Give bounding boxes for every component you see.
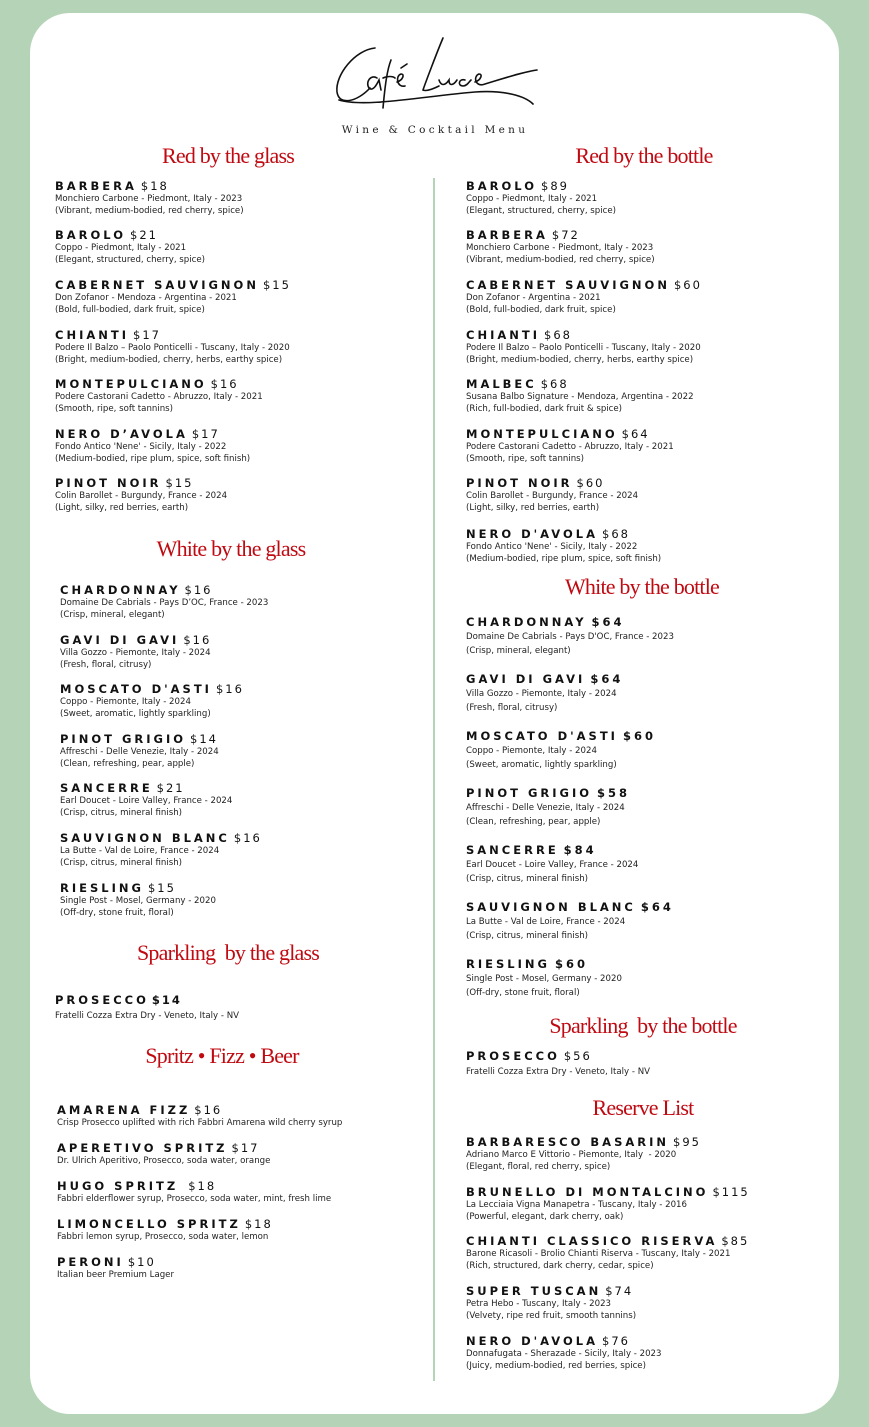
item-price: $14 <box>151 993 182 1007</box>
menu-item <box>466 226 655 266</box>
item-notes: (Vibrant, medium-bodied, red cherry, spice) <box>55 205 244 216</box>
item-notes: (Rich, structured, dark cherry, cedar, spice) <box>466 1260 654 1271</box>
item-price: $17 <box>191 427 220 441</box>
item-name: CHIANTI <box>55 328 129 342</box>
menu-item <box>466 784 630 828</box>
item-notes: (Elegant, floral, red cherry, spice) <box>466 1161 611 1172</box>
heading-red-by-the-bottle: Red by the bottle <box>575 143 713 168</box>
item-price: $16 <box>184 583 213 597</box>
item-price: $16 <box>233 831 262 845</box>
item-notes: (Elegant, structured, cherry, spice) <box>55 254 205 265</box>
item-producer: Fratelli Cozza Extra Dry - Veneto, Italy - NV <box>466 1067 651 1077</box>
item-name: MONTEPULCIANO <box>466 427 618 441</box>
menu-item <box>466 525 661 565</box>
menu-item <box>466 955 622 999</box>
item-notes: (Bright, medium-bodied, cherry, herbs, earthy spice) <box>466 354 694 365</box>
item-description: Italian beer Premium Lager <box>57 1270 174 1280</box>
item-price: $76 <box>602 1334 630 1348</box>
item-price: $85 <box>721 1234 750 1248</box>
item-notes: (Rich, full-bodied, dark fruit & spice) <box>466 403 623 414</box>
item-producer: Domaine De Cabrials - Pays D'OC, France - 2023 <box>466 632 674 642</box>
item-producer: Fratelli Cozza Extra Dry - Veneto, Italy - NV <box>55 1011 240 1021</box>
item-notes: (Smooth, ripe, soft tannins) <box>55 403 174 414</box>
menu-item <box>466 841 638 885</box>
item-description: Dr. Ulrich Aperitivo, Prosecco, soda water, orange <box>57 1156 271 1166</box>
item-name: HUGO SPRITZ <box>57 1179 179 1193</box>
item-notes: (Bold, full-bodied, dark fruit, spice) <box>466 304 616 315</box>
item-producer: Podere Castorani Cadetto - Abruzzo, Italy - 2021 <box>55 392 263 402</box>
menu-item <box>55 177 244 217</box>
item-producer: Coppo - Piemonte, Italy - 2024 <box>466 746 597 756</box>
item-name: CHIANTI <box>466 328 540 342</box>
item-name: PINOT NOIR <box>466 476 573 490</box>
menu-item <box>466 1183 750 1223</box>
item-name: PINOT NOIR <box>55 476 162 490</box>
menu-item <box>57 1101 342 1130</box>
item-name: SAUVIGNON BLANC <box>60 831 230 845</box>
item-price: $68 <box>602 527 630 541</box>
item-notes: (Light, silky, red berries, earth) <box>55 502 189 513</box>
menu-subtitle: Wine & Cocktail Menu <box>341 124 529 136</box>
item-price: $15 <box>165 476 194 490</box>
item-name: APERETIVO SPRITZ <box>57 1141 228 1155</box>
menu-item <box>55 991 239 1023</box>
item-name: BRUNELLO DI MONTALCINO <box>466 1185 709 1199</box>
item-notes: (Crisp, mineral, elegant) <box>60 609 165 620</box>
menu-item <box>57 1139 270 1168</box>
item-producer: Fondo Antico 'Nene' - Sicily, Italy - 2022 <box>55 442 227 452</box>
menu-item <box>60 779 232 819</box>
item-producer: Affreschi - Delle Venezie, Italy - 2024 <box>466 803 625 813</box>
item-name: MONTEPULCIANO <box>55 377 207 391</box>
item-notes: (Sweet, aromatic, lightly sparkling) <box>60 708 211 719</box>
item-notes: (Crisp, citrus, mineral finish) <box>466 930 589 941</box>
item-price: $84 <box>563 843 597 857</box>
item-notes: (Clean, refreshing, pear, apple) <box>60 758 195 769</box>
menu-item <box>57 1215 273 1244</box>
heading-sparkling-by-the-bottle: Sparkling by the bottle <box>549 1013 737 1038</box>
item-name: PERONI <box>57 1255 124 1269</box>
item-price: $68 <box>540 377 569 391</box>
item-producer: Podere Il Balzo – Paolo Ponticelli - Tuscany, Italy - 2020 <box>466 343 701 353</box>
item-name: GAVI DI GAVI <box>60 633 180 647</box>
item-name: LIMONCELLO SPRITZ <box>57 1217 241 1231</box>
item-name: CHIANTI CLASSICO RISERVA <box>466 1234 718 1248</box>
item-name: NERO D’AVOLA <box>55 427 188 441</box>
item-producer: Fondo Antico 'Nene' - Sicily, Italy - 2022 <box>466 542 638 552</box>
menu-item <box>55 276 291 316</box>
item-price: $18 <box>140 179 169 193</box>
menu-item <box>55 474 227 514</box>
item-producer: La Lecciaia Vigna Manapetra - Tuscany, Italy - 2016 <box>466 1200 687 1210</box>
item-price: $95 <box>673 1135 701 1149</box>
item-notes: (Crisp, mineral, elegant) <box>466 645 571 656</box>
item-name: MALBEC <box>466 377 537 391</box>
item-producer: Monchiero Carbone - Piedmont, Italy - 2023 <box>466 243 654 253</box>
menu-item <box>60 829 262 869</box>
menu-item <box>55 226 205 266</box>
item-price: $16 <box>194 1103 223 1117</box>
heading-white-by-the-glass: White by the glass <box>156 536 306 561</box>
item-producer: Susana Balbo Signature - Mendoza, Argentina - 2022 <box>466 392 694 402</box>
item-producer: Donnafugata - Sherazade - Sicily, Italy - 2023 <box>466 1349 662 1359</box>
item-name: SANCERRE <box>466 843 559 857</box>
item-notes: (Off-dry, stone fruit, floral) <box>60 907 174 918</box>
item-description: Fabbri lemon syrup, Prosecco, soda water, lemon <box>57 1232 269 1242</box>
item-notes: (Fresh, floral, citrusy) <box>466 702 558 713</box>
heading-white-by-the-bottle: White by the bottle <box>564 574 720 599</box>
item-notes: (Smooth, ripe, soft tannins) <box>466 453 585 464</box>
item-name: GAVI DI GAVI <box>466 672 586 686</box>
item-notes: (Medium-bodied, ripe plum, spice, soft finish) <box>55 453 251 464</box>
menu-item <box>466 177 616 217</box>
item-price: $14 <box>190 732 218 746</box>
item-name: BARBERA <box>55 179 137 193</box>
item-price: $18 <box>188 1179 217 1193</box>
item-producer: Villa Gozzo - Piemonte, Italy - 2024 <box>466 689 617 699</box>
item-producer: Earl Doucet - Loire Valley, France - 2024 <box>60 796 233 806</box>
menu-item <box>466 613 674 657</box>
heading-spritz-fizz-beer: Spritz • Fizz • Beer <box>145 1043 299 1068</box>
menu-item <box>466 425 674 465</box>
menu-item <box>466 727 656 771</box>
item-producer: Single Post - Mosel, Germany - 2020 <box>466 974 622 984</box>
item-notes: (Velvety, ripe red fruit, smooth tannins) <box>466 1310 637 1321</box>
item-notes: (Clean, refreshing, pear, apple) <box>466 816 601 827</box>
item-name: BAROLO <box>466 179 537 193</box>
item-notes: (Bold, full-bodied, dark fruit, spice) <box>55 304 205 315</box>
item-producer: Don Zofanor - Argentina - 2021 <box>466 293 601 303</box>
item-notes: (Crisp, citrus, mineral finish) <box>60 857 183 868</box>
menu-item <box>466 375 694 415</box>
item-name: BARBARESCO BASARIN <box>466 1135 670 1149</box>
item-notes: (Sweet, aromatic, lightly sparkling) <box>466 759 617 770</box>
item-name: NERO D'AVOLA <box>466 1334 599 1348</box>
item-price: $64 <box>591 615 625 629</box>
item-producer: Podere Il Balzo – Paolo Ponticelli - Tuscany, Italy - 2020 <box>55 343 290 353</box>
item-description: Crisp Prosecco uplifted with rich Fabbri Amarena wild cherry syrup <box>57 1118 343 1128</box>
item-producer: La Butte - Val de Loire, France - 2024 <box>466 917 626 927</box>
item-name: PINOT GRIGIO <box>466 786 593 800</box>
item-price: $17 <box>231 1141 260 1155</box>
item-name: PROSECCO <box>55 993 149 1007</box>
menu-item <box>60 730 219 770</box>
menu-item <box>466 898 674 942</box>
item-producer: Monchiero Carbone - Piedmont, Italy - 2023 <box>55 194 243 204</box>
item-price: $89 <box>541 179 569 193</box>
item-price: $64 <box>590 672 624 686</box>
menu-item <box>466 276 702 316</box>
item-name: CABERNET SAUVIGNON <box>55 278 259 292</box>
item-name: BAROLO <box>55 228 126 242</box>
heading-red-by-the-glass: Red by the glass <box>161 143 294 168</box>
item-price: $10 <box>127 1255 156 1269</box>
item-name: NERO D'AVOLA <box>466 527 599 541</box>
menu-item <box>466 326 701 366</box>
item-producer: Barone Ricasoli - Brolio Chianti Riserva - Tuscany, Italy - 2021 <box>466 1249 731 1259</box>
item-price: $21 <box>130 228 158 242</box>
menu-item <box>60 631 211 671</box>
item-notes: (Crisp, citrus, mineral finish) <box>466 873 589 884</box>
item-name: PROSECCO <box>466 1049 560 1063</box>
heading-reserve-list: Reserve List <box>592 1095 694 1120</box>
menu-item <box>60 879 216 919</box>
item-price: $60 <box>576 476 605 490</box>
menu-item <box>60 680 244 720</box>
item-name: MOSCATO D'ASTI <box>466 729 618 743</box>
item-producer: Domaine De Cabrials - Pays D’OC, France - 2023 <box>60 598 269 608</box>
item-producer: Podere Castorani Cadetto - Abruzzo, Italy - 2021 <box>466 442 674 452</box>
item-price: $68 <box>544 328 572 342</box>
menu-item <box>466 1232 749 1272</box>
item-producer: Single Post - Mosel, Germany - 2020 <box>60 896 216 906</box>
item-name: PINOT GRIGIO <box>60 732 187 746</box>
item-price: $17 <box>133 328 161 342</box>
item-notes: (Medium-bodied, ripe plum, spice, soft finish) <box>466 553 662 564</box>
item-producer: Colin Barollet - Burgundy, France - 2024 <box>466 491 639 501</box>
item-name: SUPER TUSCAN <box>466 1284 602 1298</box>
item-notes: (Vibrant, medium-bodied, red cherry, spice) <box>466 254 655 265</box>
item-notes: (Crisp, citrus, mineral finish) <box>60 807 183 818</box>
item-name: AMARENA FIZZ <box>57 1103 191 1117</box>
menu-item <box>466 1133 701 1173</box>
menu-item <box>466 1282 636 1322</box>
menu-item <box>466 1332 661 1372</box>
menu-item <box>60 581 268 621</box>
menu-item <box>57 1177 331 1206</box>
item-producer: Colin Barollet - Burgundy, France - 2024 <box>55 491 228 501</box>
item-producer: Petra Hebo - Tuscany, Italy - 2023 <box>466 1299 612 1309</box>
item-notes: (Powerful, elegant, dark cherry, oak) <box>466 1211 624 1222</box>
item-notes: (Off-dry, stone fruit, floral) <box>466 987 580 998</box>
item-notes: (Juicy, medium-bodied, red berries, spice) <box>466 1360 646 1371</box>
item-notes: (Bright, medium-bodied, cherry, herbs, earthy spice) <box>55 354 283 365</box>
item-price: $18 <box>244 1217 273 1231</box>
item-producer: Adriano Marco E Vittorio - Piemonte, Italy - 2020 <box>466 1150 677 1160</box>
item-price: $16 <box>183 633 212 647</box>
item-price: $64 <box>640 900 674 914</box>
item-notes: (Fresh, floral, citrusy) <box>60 659 152 670</box>
item-description: Fabbri elderflower syrup, Prosecco, soda water, mint, fresh lime <box>57 1194 332 1204</box>
item-producer: Don Zofanor - Mendoza - Argentina - 2021 <box>55 293 237 303</box>
item-name: RIESLING <box>60 881 144 895</box>
item-producer: Villa Gozzo - Piemonte, Italy - 2024 <box>60 648 211 658</box>
item-price: $72 <box>551 228 580 242</box>
column-divider <box>433 178 435 1381</box>
item-price: $56 <box>563 1049 592 1063</box>
item-name: MOSCATO D'ASTI <box>60 682 212 696</box>
item-name: CHARDONNAY <box>466 615 587 629</box>
item-price: $60 <box>673 278 702 292</box>
item-price: $21 <box>156 781 185 795</box>
item-name: CABERNET SAUVIGNON <box>466 278 670 292</box>
menu-item <box>466 474 638 514</box>
item-price: $16 <box>215 682 244 696</box>
menu-item <box>55 375 263 415</box>
item-producer: Coppo - Piedmont, Italy - 2021 <box>55 243 187 253</box>
item-producer: Earl Doucet - Loire Valley, France - 2024 <box>466 860 639 870</box>
item-notes: (Light, silky, red berries, earth) <box>466 502 600 513</box>
item-producer: Coppo - Piemonte, Italy - 2024 <box>60 697 191 707</box>
item-price: $115 <box>712 1185 750 1199</box>
item-price: $60 <box>622 729 656 743</box>
menu-item <box>466 1047 650 1079</box>
heading-sparkling-by-the-glass: Sparkling by the glass <box>136 940 320 965</box>
item-producer: La Butte - Val de Loire, France - 2024 <box>60 846 220 856</box>
item-price: $16 <box>210 377 239 391</box>
item-name: CHARDONNAY <box>60 583 181 597</box>
item-price: $58 <box>597 786 631 800</box>
item-name: BARBERA <box>466 228 548 242</box>
item-name: SANCERRE <box>60 781 153 795</box>
item-price: $15 <box>147 881 176 895</box>
item-price: $15 <box>262 278 291 292</box>
item-producer: Coppo - Piedmont, Italy - 2021 <box>466 194 598 204</box>
item-notes: (Elegant, structured, cherry, spice) <box>466 205 616 216</box>
item-price: $74 <box>605 1284 634 1298</box>
item-name: RIESLING <box>466 957 550 971</box>
item-producer: Affreschi - Delle Venezie, Italy - 2024 <box>60 747 219 757</box>
menu-item <box>55 425 250 465</box>
menu-item <box>57 1253 174 1282</box>
menu-item <box>466 670 623 714</box>
item-price: $60 <box>554 957 588 971</box>
item-name: SAUVIGNON BLANC <box>466 900 636 914</box>
menu-item <box>55 326 290 366</box>
item-price: $64 <box>621 427 650 441</box>
